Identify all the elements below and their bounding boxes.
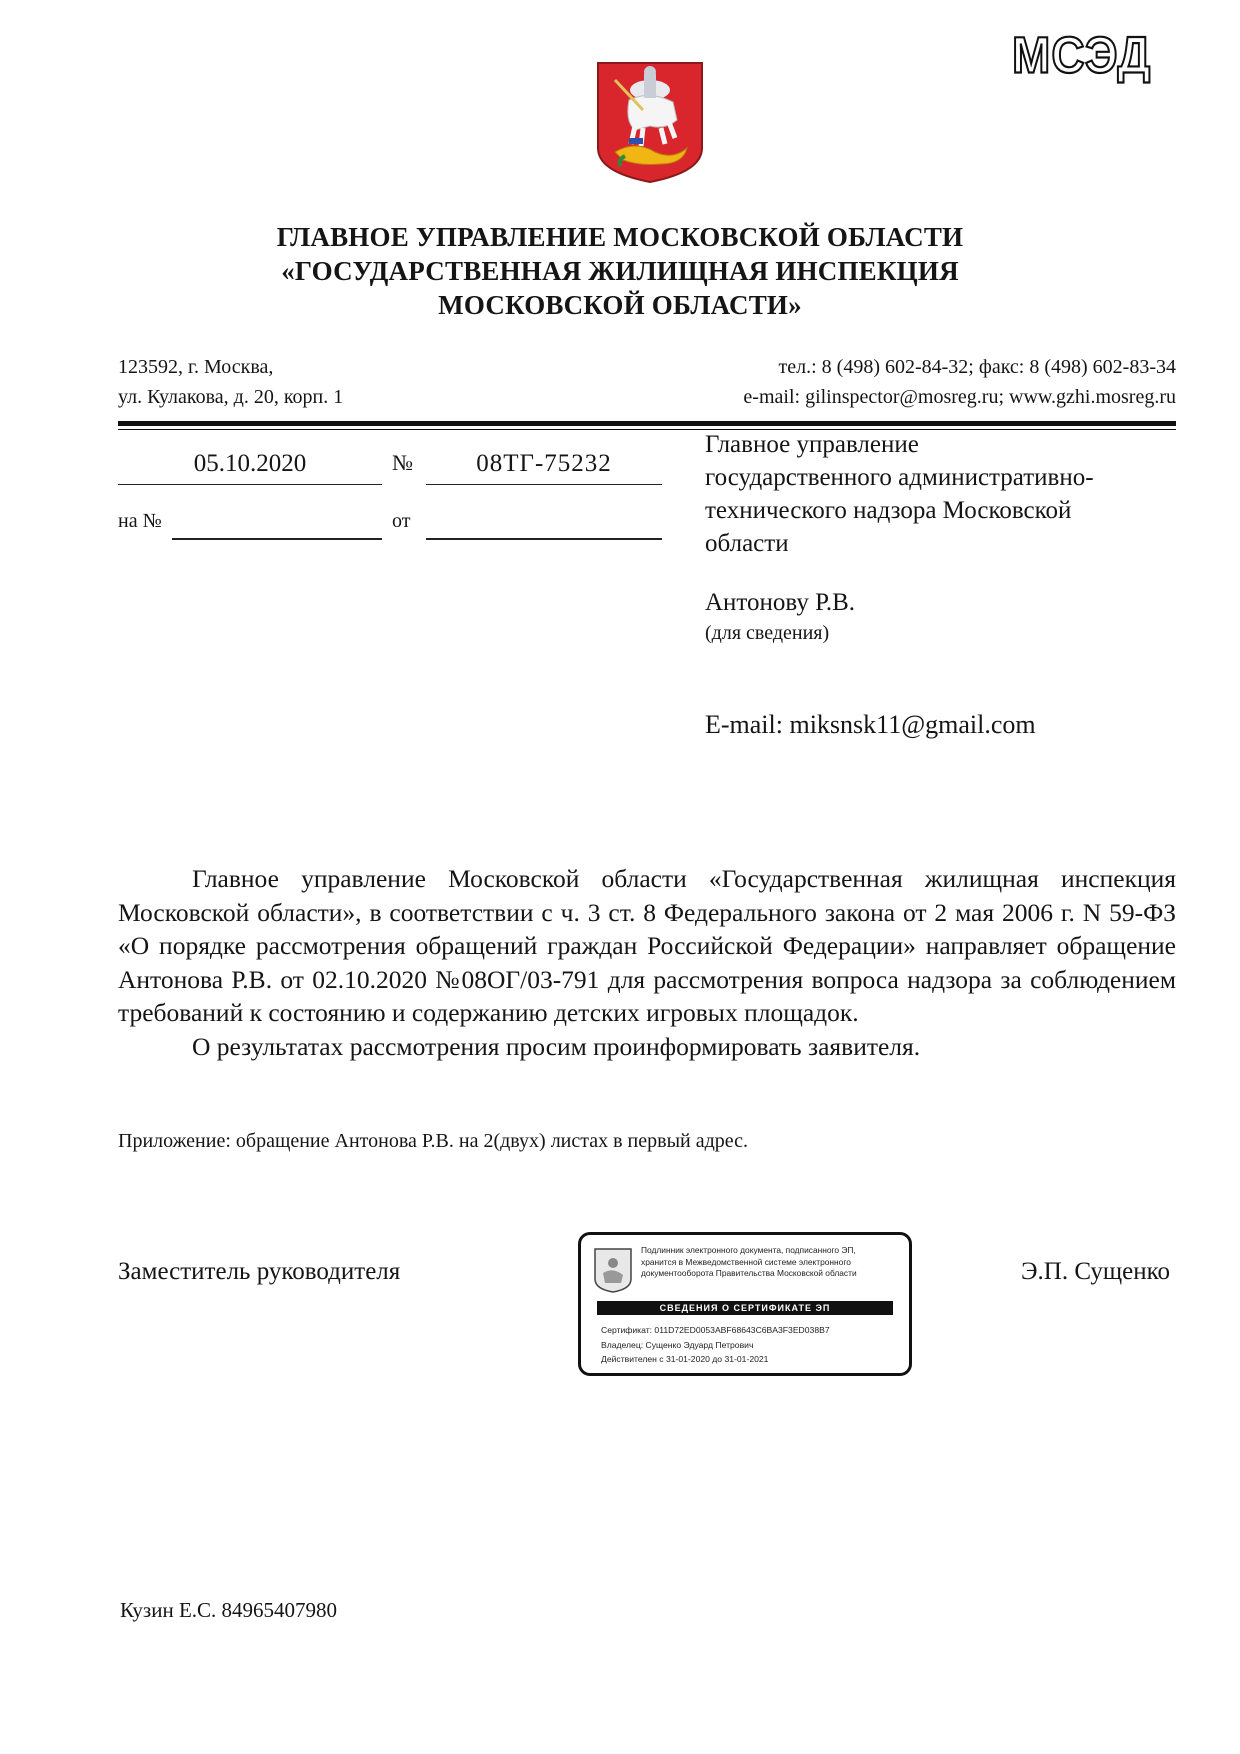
stamp-info-line: Подлинник электронного документа, подписанного ЭП, xyxy=(641,1245,856,1255)
certificate-validity: Действителен с 31-01-2020 до 31-01-2021 xyxy=(601,1354,769,1364)
msed-stamp-mark: МСЭД xyxy=(1012,26,1152,84)
coat-of-arms-icon xyxy=(595,60,705,184)
header-divider-thick xyxy=(118,421,1176,426)
recipient-person: Антонову Р.В. xyxy=(705,589,856,616)
stamp-info-line: документооборота Правительства Московской области xyxy=(641,1268,857,1278)
certificate-owner: Владелец: Сущенко Эдуард Петрович xyxy=(601,1339,754,1350)
certificate-details xyxy=(601,1323,830,1367)
recipient-email: E-mail: miksnsk11@gmail.com xyxy=(705,710,1036,739)
number-sign: № xyxy=(392,450,413,475)
contact-info xyxy=(743,352,1176,412)
postal-address xyxy=(118,352,343,412)
reference-number-label: на № xyxy=(118,510,162,532)
letter-body xyxy=(118,862,1176,1063)
executor-contact: Кузин Е.С. 84965407980 xyxy=(120,1598,338,1622)
address-line: 123592, г. Москва, xyxy=(118,356,274,378)
email-web-line: e-mail: gilinspector@mosreg.ru; www.gzhi.mosreg.ru xyxy=(743,386,1176,408)
stamp-info-text xyxy=(641,1245,901,1280)
attachment-note: Приложение: обращение Антонова Р.В. на 2(двух) листах в первый адрес. xyxy=(118,1130,749,1152)
electronic-signature-stamp xyxy=(578,1232,912,1376)
certificate-number: Сертификат: 011D72ED0053ABF68643C6BA3F3ED038B7 xyxy=(601,1325,830,1335)
certificate-header-bar: СВЕДЕНИЯ О СЕРТИФИКАТЕ ЭП xyxy=(597,1301,893,1315)
recipient-note: (для сведения) xyxy=(705,622,830,644)
stamp-info-line: хранится в Межведомственной системе электронного xyxy=(641,1256,851,1267)
recipient-organization xyxy=(705,428,1175,560)
organization-name xyxy=(0,220,1240,322)
body-paragraph: Главное управление Московской области «Государственная жилищная инспекция Московской области», в соответствии с ч. 3 ст. 8 Федерального закона от 2 мая 2006 г. N 59-ФЗ «О порядке рассмотрения обращений граждан Российской Федерации» направляет обращение Антонова Р.В. от 02.10.2020 №08ОГ/03-791 для рассмотрения вопроса надзора за соблюдением требований к состоянию и содержанию детских игровых площадок. xyxy=(118,864,1176,1027)
organization-name-line: «ГОСУДАРСТВЕННАЯ ЖИЛИЩНАЯ ИНСПЕКЦИЯ xyxy=(281,256,959,286)
registration-number-underline xyxy=(426,484,662,485)
recipient-org-line: государственного административно- xyxy=(705,464,1094,491)
reference-number-field xyxy=(172,538,382,540)
registration-date-underline xyxy=(118,484,382,485)
recipient-org-line: технического надзора Московской xyxy=(705,497,1072,524)
reference-date-label: от xyxy=(392,510,411,532)
recipient-org-line: Главное управление xyxy=(705,431,919,458)
phone-fax-line: тел.: 8 (498) 602-84-32; факс: 8 (498) 602-83-34 xyxy=(778,356,1176,378)
registration-date: 05.10.2020 xyxy=(193,450,307,477)
address-line: ул. Кулакова, д. 20, корп. 1 xyxy=(118,386,344,408)
signatory-title: Заместитель руководителя xyxy=(118,1258,401,1285)
stamp-emblem-icon xyxy=(593,1247,633,1293)
registration-number: 08ТГ-75232 xyxy=(476,450,612,477)
recipient-org-line: области xyxy=(705,530,789,557)
organization-name-line: МОСКОВСКОЙ ОБЛАСТИ» xyxy=(438,290,802,320)
signatory-name: Э.П. Сущенко xyxy=(1021,1258,1170,1285)
body-paragraph: О результатах рассмотрения просим проинформировать заявителя. xyxy=(192,1031,921,1061)
reference-date-field xyxy=(426,538,662,540)
organization-name-line: ГЛАВНОЕ УПРАВЛЕНИЕ МОСКОВСКОЙ ОБЛАСТИ xyxy=(276,222,964,252)
